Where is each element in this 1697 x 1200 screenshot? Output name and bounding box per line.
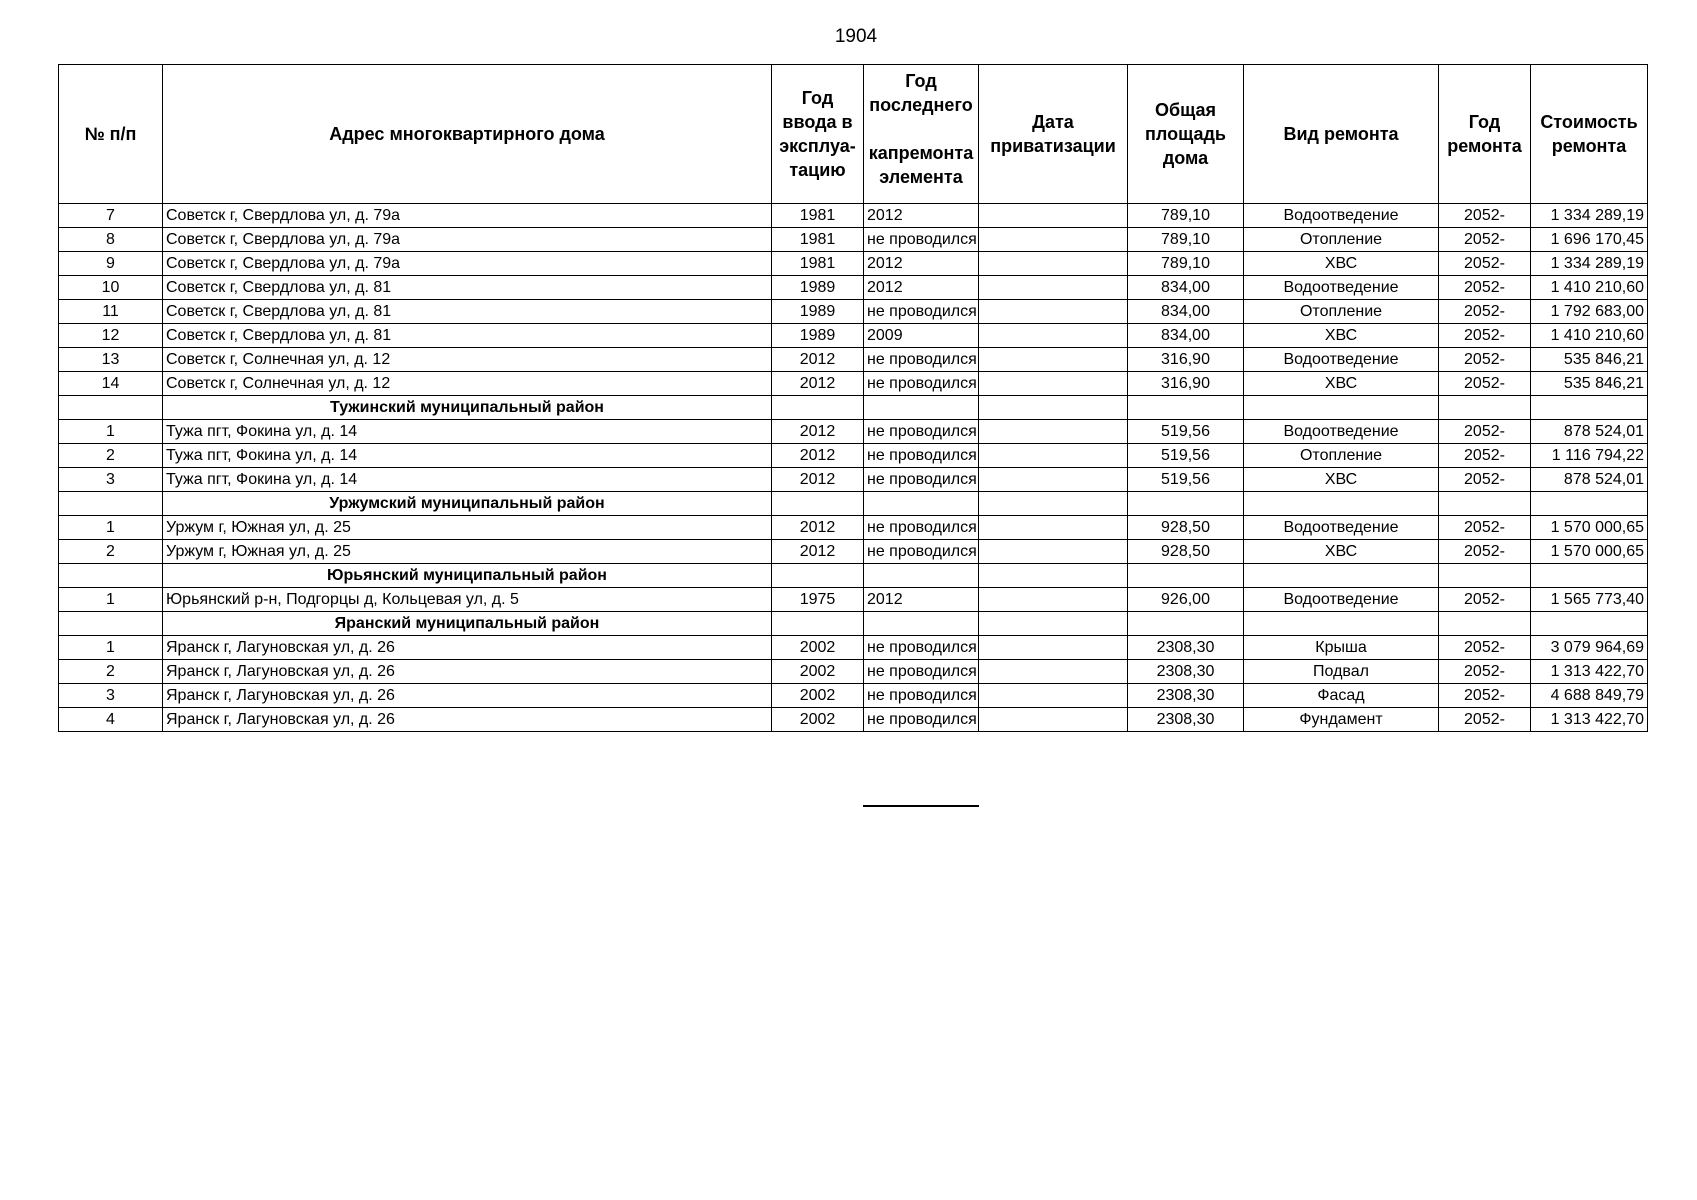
cell-repair-cost: 4 688 849,79: [1531, 684, 1648, 708]
cell-repair-type: Водоотведение: [1244, 276, 1439, 300]
page-number: 1904: [834, 26, 878, 47]
empty-cell: [979, 492, 1128, 516]
cell-repair-type: Фундамент: [1244, 708, 1439, 732]
cell-address: Советск г, Свердлова ул, д. 79а: [163, 228, 772, 252]
district-header-row: [59, 396, 1648, 420]
cell-year-commission: 2012: [772, 516, 864, 540]
cell-repair-type: Отопление: [1244, 444, 1439, 468]
empty-cell: [1128, 492, 1244, 516]
table-row: [59, 300, 1648, 324]
empty-cell: [864, 396, 979, 420]
cell-area: 834,00: [1128, 300, 1244, 324]
repair-table: [58, 64, 1648, 732]
cell-repair-year: 2052-: [1439, 636, 1531, 660]
empty-cell: [1531, 396, 1648, 420]
cell-last-repair: не проводился: [864, 660, 979, 684]
cell-repair-type: ХВС: [1244, 324, 1439, 348]
table-body: [59, 204, 1648, 732]
end-divider: [863, 805, 979, 807]
cell-last-repair: 2012: [864, 588, 979, 612]
cell-repair-cost: 1 570 000,65: [1531, 516, 1648, 540]
cell-repair-year: 2052-: [1439, 252, 1531, 276]
cell-repair-cost: 1 313 422,70: [1531, 708, 1648, 732]
cell-address: Яранск г, Лагуновская ул, д. 26: [163, 660, 772, 684]
cell-repair-year: 2052-: [1439, 540, 1531, 564]
district-name: Тужинский муниципальный район: [163, 396, 772, 420]
cell-repair-cost: 3 079 964,69: [1531, 636, 1648, 660]
table-row: [59, 324, 1648, 348]
empty-cell: [772, 492, 864, 516]
empty-cell: [864, 564, 979, 588]
cell-repair-cost: 1 334 289,19: [1531, 252, 1648, 276]
cell-area: 834,00: [1128, 324, 1244, 348]
cell-repair-cost: 1 116 794,22: [1531, 444, 1648, 468]
header-repair-year: Год ремонта: [1439, 65, 1531, 204]
cell-num: 1: [59, 588, 163, 612]
cell-last-repair: не проводился: [864, 636, 979, 660]
table-row: [59, 468, 1648, 492]
table-row: [59, 660, 1648, 684]
empty-cell: [1244, 492, 1439, 516]
district-header-row: [59, 492, 1648, 516]
cell-last-repair: 2012: [864, 252, 979, 276]
cell-privatization: [979, 588, 1128, 612]
cell-privatization: [979, 372, 1128, 396]
cell-repair-cost: 878 524,01: [1531, 420, 1648, 444]
cell-address: Тужа пгт, Фокина ул, д. 14: [163, 468, 772, 492]
cell-num: 3: [59, 684, 163, 708]
cell-year-commission: 2012: [772, 420, 864, 444]
cell-address: Уржум г, Южная ул, д. 25: [163, 540, 772, 564]
header-privatization: Дата приватизации: [979, 65, 1128, 204]
cell-address: Советск г, Свердлова ул, д. 79а: [163, 252, 772, 276]
table-row: [59, 684, 1648, 708]
cell-address: Советск г, Свердлова ул, д. 81: [163, 276, 772, 300]
cell-address: Советск г, Свердлова ул, д. 81: [163, 300, 772, 324]
cell-repair-year: 2052-: [1439, 468, 1531, 492]
empty-cell: [1244, 564, 1439, 588]
empty-cell: [1439, 492, 1531, 516]
cell-num: 14: [59, 372, 163, 396]
cell-repair-type: Отопление: [1244, 300, 1439, 324]
header-last-repair-line1: Год последнего: [869, 71, 973, 115]
cell-area: 519,56: [1128, 420, 1244, 444]
cell-privatization: [979, 324, 1128, 348]
cell-repair-type: Водоотведение: [1244, 204, 1439, 228]
cell-privatization: [979, 204, 1128, 228]
cell-area: 519,56: [1128, 444, 1244, 468]
cell-area: 928,50: [1128, 516, 1244, 540]
cell-year-commission: 2002: [772, 660, 864, 684]
cell-year-commission: 2012: [772, 348, 864, 372]
cell-year-commission: 1981: [772, 228, 864, 252]
cell-repair-year: 2052-: [1439, 516, 1531, 540]
cell-num: 13: [59, 348, 163, 372]
cell-area: 316,90: [1128, 348, 1244, 372]
cell-repair-type: ХВС: [1244, 468, 1439, 492]
cell-repair-type: Подвал: [1244, 660, 1439, 684]
cell-privatization: [979, 252, 1128, 276]
cell-repair-cost: 1 696 170,45: [1531, 228, 1648, 252]
cell-area: 2308,30: [1128, 708, 1244, 732]
empty-cell: [1531, 564, 1648, 588]
cell-num: 1: [59, 516, 163, 540]
cell-last-repair: не проводился: [864, 420, 979, 444]
cell-address: Уржум г, Южная ул, д. 25: [163, 516, 772, 540]
cell-repair-year: 2052-: [1439, 372, 1531, 396]
cell-address: Советск г, Свердлова ул, д. 81: [163, 324, 772, 348]
cell-year-commission: 1981: [772, 252, 864, 276]
cell-repair-type: Водоотведение: [1244, 420, 1439, 444]
cell-privatization: [979, 228, 1128, 252]
cell-last-repair: не проводился: [864, 300, 979, 324]
cell-privatization: [979, 708, 1128, 732]
cell-repair-year: 2052-: [1439, 708, 1531, 732]
cell-year-commission: 2002: [772, 636, 864, 660]
cell-last-repair: не проводился: [864, 444, 979, 468]
cell-num: 10: [59, 276, 163, 300]
empty-cell: [864, 612, 979, 636]
cell-repair-year: 2052-: [1439, 660, 1531, 684]
cell-num: 4: [59, 708, 163, 732]
cell-num: 12: [59, 324, 163, 348]
table-row: [59, 708, 1648, 732]
empty-cell: [1531, 612, 1648, 636]
cell-repair-type: Водоотведение: [1244, 516, 1439, 540]
cell-privatization: [979, 540, 1128, 564]
cell-address: Яранск г, Лагуновская ул, д. 26: [163, 708, 772, 732]
district-name: Яранский муниципальный район: [163, 612, 772, 636]
header-repair-type: Вид ремонта: [1244, 65, 1439, 204]
cell-privatization: [979, 468, 1128, 492]
table-row: [59, 540, 1648, 564]
empty-cell: [1439, 396, 1531, 420]
cell-repair-year: 2052-: [1439, 228, 1531, 252]
cell-repair-cost: 1 334 289,19: [1531, 204, 1648, 228]
cell-repair-cost: 535 846,21: [1531, 348, 1648, 372]
table-row: [59, 420, 1648, 444]
cell-year-commission: 2012: [772, 468, 864, 492]
table-row: [59, 444, 1648, 468]
empty-cell: [772, 564, 864, 588]
cell-area: 2308,30: [1128, 660, 1244, 684]
cell-privatization: [979, 348, 1128, 372]
empty-cell: [59, 612, 163, 636]
cell-repair-cost: 1 410 210,60: [1531, 276, 1648, 300]
district-name: Юрьянский муниципальный район: [163, 564, 772, 588]
empty-cell: [1128, 396, 1244, 420]
cell-num: 2: [59, 444, 163, 468]
table-row: [59, 588, 1648, 612]
header-row: [59, 65, 1648, 204]
table-row: [59, 636, 1648, 660]
empty-cell: [979, 564, 1128, 588]
cell-area: 2308,30: [1128, 684, 1244, 708]
cell-year-commission: 2012: [772, 372, 864, 396]
cell-repair-type: Отопление: [1244, 228, 1439, 252]
empty-cell: [772, 396, 864, 420]
header-last-repair-line2: капремонта элемента: [868, 143, 974, 187]
cell-repair-type: ХВС: [1244, 252, 1439, 276]
empty-cell: [59, 564, 163, 588]
cell-repair-type: Водоотведение: [1244, 588, 1439, 612]
cell-last-repair: не проводился: [864, 372, 979, 396]
cell-address: Яранск г, Лагуновская ул, д. 26: [163, 636, 772, 660]
cell-repair-year: 2052-: [1439, 204, 1531, 228]
empty-cell: [1439, 564, 1531, 588]
cell-last-repair: не проводился: [864, 468, 979, 492]
cell-address: Тужа пгт, Фокина ул, д. 14: [163, 444, 772, 468]
table-row: [59, 516, 1648, 540]
cell-address: Советск г, Солнечная ул, д. 12: [163, 348, 772, 372]
cell-repair-cost: 1 410 210,60: [1531, 324, 1648, 348]
cell-last-repair: не проводился: [864, 684, 979, 708]
district-header-row: [59, 564, 1648, 588]
cell-repair-year: 2052-: [1439, 324, 1531, 348]
cell-last-repair: не проводился: [864, 228, 979, 252]
cell-area: 789,10: [1128, 252, 1244, 276]
cell-year-commission: 2002: [772, 684, 864, 708]
cell-num: 2: [59, 540, 163, 564]
cell-repair-type: Фасад: [1244, 684, 1439, 708]
cell-area: 926,00: [1128, 588, 1244, 612]
cell-num: 7: [59, 204, 163, 228]
cell-repair-type: ХВС: [1244, 540, 1439, 564]
cell-address: Советск г, Солнечная ул, д. 12: [163, 372, 772, 396]
cell-last-repair: 2012: [864, 276, 979, 300]
header-address: Адрес многоквартирного дома: [163, 65, 772, 204]
cell-year-commission: 1989: [772, 276, 864, 300]
district-name: Уржумский муниципальный район: [163, 492, 772, 516]
empty-cell: [59, 396, 163, 420]
cell-repair-year: 2052-: [1439, 300, 1531, 324]
cell-privatization: [979, 660, 1128, 684]
table-row: [59, 348, 1648, 372]
table-row: [59, 204, 1648, 228]
cell-repair-cost: 535 846,21: [1531, 372, 1648, 396]
cell-privatization: [979, 636, 1128, 660]
cell-num: 1: [59, 636, 163, 660]
cell-repair-type: ХВС: [1244, 372, 1439, 396]
empty-cell: [1439, 612, 1531, 636]
cell-privatization: [979, 516, 1128, 540]
cell-repair-cost: 1 792 683,00: [1531, 300, 1648, 324]
cell-year-commission: 1989: [772, 324, 864, 348]
cell-area: 789,10: [1128, 228, 1244, 252]
cell-repair-cost: 878 524,01: [1531, 468, 1648, 492]
cell-repair-year: 2052-: [1439, 348, 1531, 372]
cell-last-repair: не проводился: [864, 516, 979, 540]
cell-year-commission: 1989: [772, 300, 864, 324]
header-area: Общая площадь дома: [1128, 65, 1244, 204]
cell-area: 834,00: [1128, 276, 1244, 300]
cell-privatization: [979, 300, 1128, 324]
cell-year-commission: 1981: [772, 204, 864, 228]
header-repair-cost: Стоимость ремонта: [1531, 65, 1648, 204]
cell-area: 789,10: [1128, 204, 1244, 228]
table-row: [59, 372, 1648, 396]
cell-repair-year: 2052-: [1439, 420, 1531, 444]
cell-privatization: [979, 420, 1128, 444]
cell-last-repair: 2012: [864, 204, 979, 228]
empty-cell: [1244, 612, 1439, 636]
cell-year-commission: 1975: [772, 588, 864, 612]
cell-repair-cost: 1 570 000,65: [1531, 540, 1648, 564]
cell-repair-year: 2052-: [1439, 588, 1531, 612]
table-row: [59, 276, 1648, 300]
cell-address: Яранск г, Лагуновская ул, д. 26: [163, 684, 772, 708]
cell-num: 2: [59, 660, 163, 684]
cell-area: 519,56: [1128, 468, 1244, 492]
cell-address: Советск г, Свердлова ул, д. 79а: [163, 204, 772, 228]
cell-year-commission: 2002: [772, 708, 864, 732]
cell-repair-year: 2052-: [1439, 276, 1531, 300]
header-num: № п/п: [59, 65, 163, 204]
empty-cell: [772, 612, 864, 636]
cell-privatization: [979, 444, 1128, 468]
table-row: [59, 252, 1648, 276]
table-row: [59, 228, 1648, 252]
cell-area: 2308,30: [1128, 636, 1244, 660]
empty-cell: [979, 396, 1128, 420]
cell-last-repair: 2009: [864, 324, 979, 348]
empty-cell: [1128, 564, 1244, 588]
empty-cell: [59, 492, 163, 516]
cell-num: 9: [59, 252, 163, 276]
empty-cell: [1128, 612, 1244, 636]
cell-area: 928,50: [1128, 540, 1244, 564]
cell-repair-year: 2052-: [1439, 684, 1531, 708]
cell-num: 8: [59, 228, 163, 252]
header-last-repair: [864, 65, 979, 204]
empty-cell: [1244, 396, 1439, 420]
cell-last-repair: не проводился: [864, 708, 979, 732]
cell-repair-type: Водоотведение: [1244, 348, 1439, 372]
cell-num: 11: [59, 300, 163, 324]
cell-address: Юрьянский р-н, Подгорцы д, Кольцевая ул, д. 5: [163, 588, 772, 612]
cell-num: 1: [59, 420, 163, 444]
cell-repair-type: Крыша: [1244, 636, 1439, 660]
cell-address: Тужа пгт, Фокина ул, д. 14: [163, 420, 772, 444]
empty-cell: [1531, 492, 1648, 516]
cell-last-repair: не проводился: [864, 348, 979, 372]
cell-repair-cost: 1 313 422,70: [1531, 660, 1648, 684]
cell-year-commission: 2012: [772, 540, 864, 564]
cell-year-commission: 2012: [772, 444, 864, 468]
empty-cell: [979, 612, 1128, 636]
district-header-row: [59, 612, 1648, 636]
cell-privatization: [979, 276, 1128, 300]
header-year-commission: Год ввода в эксплуа-тацию: [772, 65, 864, 204]
cell-area: 316,90: [1128, 372, 1244, 396]
cell-num: 3: [59, 468, 163, 492]
cell-last-repair: не проводился: [864, 540, 979, 564]
cell-repair-year: 2052-: [1439, 444, 1531, 468]
cell-repair-cost: 1 565 773,40: [1531, 588, 1648, 612]
empty-cell: [864, 492, 979, 516]
cell-privatization: [979, 684, 1128, 708]
